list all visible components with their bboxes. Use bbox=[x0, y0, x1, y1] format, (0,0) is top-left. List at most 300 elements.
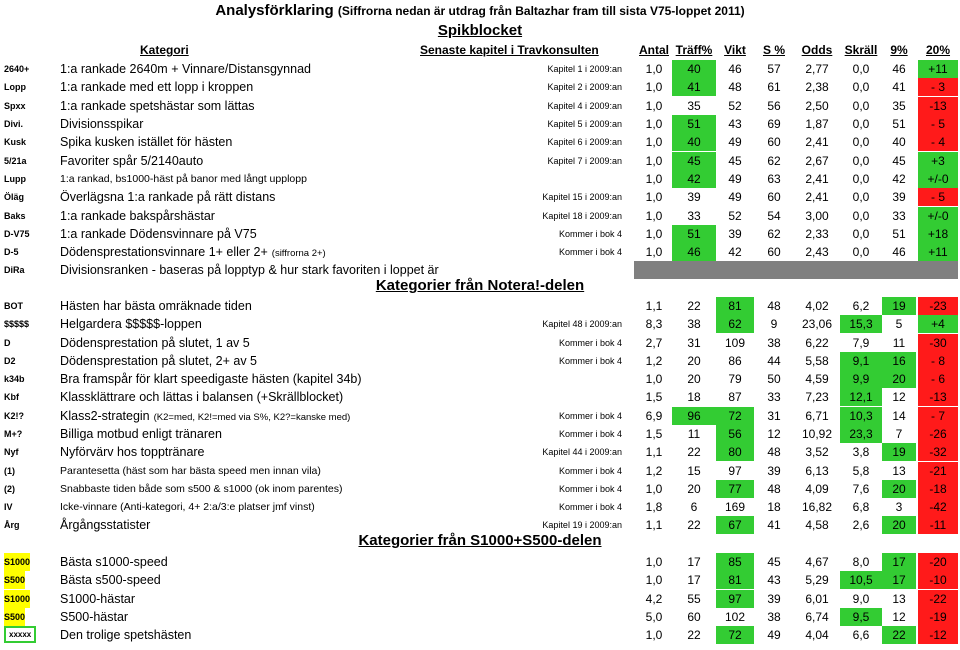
cell-vikt: 49 bbox=[728, 190, 742, 204]
category-description-text: 1:a rankade 2640m + Vinnare/Distansgynnad bbox=[60, 62, 311, 76]
category-code: k34b bbox=[4, 374, 25, 384]
category-code: Nyf bbox=[4, 447, 19, 457]
cell-traff: 45 bbox=[672, 152, 716, 170]
category-description bbox=[60, 243, 326, 263]
cell-odds: 4,67 bbox=[805, 555, 829, 569]
cell-skrall: 9,1 bbox=[840, 352, 882, 370]
category-code: K2!? bbox=[4, 411, 24, 421]
cell-skrall: 0,0 bbox=[852, 172, 870, 186]
cell-s: 69 bbox=[767, 117, 781, 131]
cell-antal: 4,2 bbox=[645, 592, 663, 606]
cell-skrall: 10,5 bbox=[840, 571, 882, 589]
cell-p9: 5 bbox=[895, 317, 903, 331]
cell-skrall: 10,3 bbox=[840, 407, 882, 425]
category-description-text: Dödensprestation på slutet, 2+ av 5 bbox=[60, 354, 258, 368]
category-code: D-5 bbox=[4, 247, 19, 257]
cell-vikt: 86 bbox=[728, 354, 742, 368]
cell-vikt: 97 bbox=[716, 590, 754, 608]
cell-s: 39 bbox=[767, 464, 781, 478]
cell-antal: 1,0 bbox=[645, 245, 663, 259]
cell-traff: 41 bbox=[672, 78, 716, 96]
category-description-text: Hästen har bästa omräknade tiden bbox=[60, 299, 252, 313]
category-code: xxxxx bbox=[4, 626, 36, 643]
cell-traff: 35 bbox=[687, 99, 701, 113]
category-description bbox=[60, 388, 343, 406]
chapter-reference: Kapitel 1 i 2009:an bbox=[547, 64, 622, 74]
cell-odds: 10,92 bbox=[801, 427, 833, 441]
category-code: 5/21a bbox=[4, 156, 27, 166]
cell-skrall: 9,0 bbox=[852, 592, 870, 606]
cell-vikt: 52 bbox=[728, 99, 742, 113]
cell-s: 38 bbox=[767, 610, 781, 624]
category-description-text: Spika kusken istället för hästen bbox=[60, 135, 233, 149]
cell-skrall: 0,0 bbox=[852, 80, 870, 94]
category-code: IV bbox=[4, 502, 13, 512]
chapter-reference: Kapitel 48 i 2009:an bbox=[542, 319, 622, 329]
title-note: (Siffrorna nedan är utdrag från Baltazhar fram till sista V75-loppet 2011) bbox=[337, 4, 745, 18]
category-description-text: Bästa s1000-speed bbox=[60, 555, 168, 569]
header-9-procent: 9% bbox=[890, 43, 908, 57]
cell-odds: 3,52 bbox=[805, 445, 829, 459]
cell-p9: 40 bbox=[892, 135, 906, 149]
category-code: $$$$$ bbox=[4, 319, 30, 329]
cell-p9: 33 bbox=[892, 209, 906, 223]
cell-s: 61 bbox=[767, 80, 781, 94]
cell-vikt: 43 bbox=[728, 117, 742, 131]
cell-vikt: 72 bbox=[716, 407, 754, 425]
cell-s: 33 bbox=[767, 390, 781, 404]
table-row bbox=[0, 261, 960, 279]
category-description-text: Dödensprestationsvinnare 1+ eller 2+ bbox=[60, 245, 268, 259]
category-code: D-V75 bbox=[4, 229, 30, 239]
cell-s: 31 bbox=[767, 409, 781, 423]
table-row bbox=[0, 608, 960, 626]
cell-traff: 22 bbox=[687, 299, 701, 313]
cell-skrall: 9,9 bbox=[840, 370, 882, 388]
cell-antal: 1,0 bbox=[645, 227, 663, 241]
cell-traff: 15 bbox=[687, 464, 701, 478]
chapter-reference: Kapitel 5 i 2009:an bbox=[547, 119, 622, 129]
cell-traff: 20 bbox=[687, 372, 701, 386]
header-odds: Odds bbox=[801, 43, 833, 57]
cell-p9: 51 bbox=[892, 227, 906, 241]
table-row bbox=[0, 443, 960, 461]
cell-vikt: 42 bbox=[728, 245, 742, 259]
cell-antal: 1,0 bbox=[645, 80, 663, 94]
cell-s: 48 bbox=[767, 482, 781, 496]
cell-p9: 22 bbox=[882, 626, 916, 644]
cell-vikt: 52 bbox=[728, 209, 742, 223]
cell-p20: -30 bbox=[918, 334, 958, 352]
cell-traff: 46 bbox=[672, 243, 716, 261]
header-s-procent: S % bbox=[762, 43, 785, 57]
cell-p9: 16 bbox=[882, 352, 916, 370]
cell-antal: 1,0 bbox=[645, 190, 663, 204]
cell-skrall: 0,0 bbox=[852, 62, 870, 76]
cell-vikt: 97 bbox=[728, 464, 742, 478]
category-code: Kbf bbox=[4, 392, 19, 402]
cell-antal: 1,8 bbox=[645, 500, 663, 514]
section-s1000: Kategorier från S1000+S500-delen bbox=[358, 532, 602, 549]
cell-p20: - 4 bbox=[918, 133, 958, 151]
table-row bbox=[0, 97, 960, 115]
page-title: Analysförklaring (Siffrorna nedan är utdrag från Baltazhar fram till sista V75-loppet 2011) bbox=[215, 2, 745, 19]
cell-p9: 12 bbox=[892, 390, 906, 404]
cell-odds: 4,04 bbox=[805, 628, 829, 642]
category-description bbox=[60, 115, 143, 133]
cell-antal: 1,0 bbox=[645, 154, 663, 168]
table-row bbox=[0, 370, 960, 388]
table-row bbox=[0, 334, 960, 352]
category-code: D bbox=[4, 338, 11, 348]
cell-vikt: 56 bbox=[716, 425, 754, 443]
category-description bbox=[60, 407, 350, 427]
cell-p20: -42 bbox=[918, 498, 958, 516]
category-description-text: Nyförvärv hos topptränare bbox=[60, 445, 205, 459]
cell-s: 60 bbox=[767, 135, 781, 149]
cell-p20: -23 bbox=[918, 297, 958, 315]
chapter-reference: Kapitel 2 i 2009:an bbox=[547, 82, 622, 92]
table-row bbox=[0, 225, 960, 243]
cell-skrall: 0,0 bbox=[852, 99, 870, 113]
cell-odds: 4,59 bbox=[805, 372, 829, 386]
cell-s: 56 bbox=[767, 99, 781, 113]
category-description-text: Klass2-strategin bbox=[60, 409, 150, 423]
cell-s: 54 bbox=[767, 209, 781, 223]
table-row bbox=[0, 315, 960, 333]
cell-p20: +3 bbox=[918, 152, 958, 170]
category-description-text: Parantesetta (häst som har bästa speed men innan vila) bbox=[60, 465, 321, 477]
category-description-text: Klassklättrare och lättas i balansen (+Skrällblocket) bbox=[60, 390, 344, 404]
table-row bbox=[0, 516, 960, 534]
cell-p9: 42 bbox=[892, 172, 906, 186]
category-description-text: Årgångsstatister bbox=[60, 518, 151, 532]
cell-p20: +11 bbox=[918, 60, 958, 78]
cell-antal: 1,0 bbox=[645, 628, 663, 642]
cell-p20: -18 bbox=[918, 480, 958, 498]
cell-antal: 5,0 bbox=[645, 610, 663, 624]
cell-odds: 16,82 bbox=[801, 500, 833, 514]
cell-traff: 51 bbox=[672, 225, 716, 243]
category-description-text: Den trolige spetshästen bbox=[60, 628, 192, 642]
chapter-reference: Kapitel 44 i 2009:an bbox=[542, 447, 622, 457]
category-description bbox=[60, 370, 362, 388]
cell-vikt: 48 bbox=[728, 80, 742, 94]
cell-p9: 20 bbox=[882, 480, 916, 498]
category-description-text: Bästa s500-speed bbox=[60, 573, 161, 587]
cell-antal: 8,3 bbox=[645, 317, 663, 331]
category-description bbox=[60, 626, 191, 644]
category-code: S500 bbox=[4, 571, 25, 589]
table-row bbox=[0, 243, 960, 261]
cell-vikt: 49 bbox=[728, 135, 742, 149]
cell-p20: -21 bbox=[918, 462, 958, 480]
cell-odds: 4,58 bbox=[805, 518, 829, 532]
category-description bbox=[60, 315, 202, 333]
cell-p20: -20 bbox=[918, 553, 958, 571]
category-description bbox=[60, 498, 315, 516]
cell-p9: 46 bbox=[892, 62, 906, 76]
cell-p20: +18 bbox=[918, 225, 958, 243]
category-description-text: Divisionsranken - baseras på lopptyp & hur stark favoriten i loppet är bbox=[60, 263, 439, 277]
chapter-reference: Kapitel 15 i 2009:an bbox=[542, 192, 622, 202]
chapter-reference: Kapitel 18 i 2009:an bbox=[542, 211, 622, 221]
grey-filler-bar bbox=[634, 261, 958, 279]
category-code: Baks bbox=[4, 211, 26, 221]
category-code: S500 bbox=[4, 608, 25, 626]
category-code: BOT bbox=[4, 301, 23, 311]
cell-skrall: 7,6 bbox=[852, 482, 870, 496]
category-code: DiRa bbox=[4, 265, 25, 275]
category-description-text: Överlägsna 1:a rankade på rätt distans bbox=[60, 190, 276, 204]
table-row bbox=[0, 152, 960, 170]
category-code: 2640+ bbox=[4, 64, 30, 74]
cell-antal: 1,0 bbox=[645, 555, 663, 569]
cell-skrall: 0,0 bbox=[852, 227, 870, 241]
category-code: M+? bbox=[4, 429, 23, 439]
cell-odds: 4,02 bbox=[805, 299, 829, 313]
cell-p9: 13 bbox=[892, 592, 906, 606]
cell-traff: 6 bbox=[690, 500, 698, 514]
category-code: Lopp bbox=[4, 82, 26, 92]
cell-antal: 1,0 bbox=[645, 573, 663, 587]
category-description bbox=[60, 60, 311, 78]
cell-s: 44 bbox=[767, 354, 781, 368]
cell-p20: -32 bbox=[918, 443, 958, 461]
chapter-reference: Kommer i bok 4 bbox=[558, 338, 622, 348]
category-description bbox=[60, 608, 128, 626]
cell-traff: 22 bbox=[687, 628, 701, 642]
category-code: S1000 bbox=[4, 553, 30, 571]
table-row bbox=[0, 425, 960, 443]
table-row bbox=[0, 352, 960, 370]
chapter-reference: Kommer i bok 4 bbox=[558, 247, 622, 257]
cell-s: 62 bbox=[767, 154, 781, 168]
subtitle: Spikblocket bbox=[437, 22, 523, 39]
category-description-text: Billiga motbud enligt tränaren bbox=[60, 427, 222, 441]
cell-odds: 6,13 bbox=[805, 464, 829, 478]
header-senaste-kapitel: Senaste kapitel i Travkonsulten bbox=[420, 43, 599, 57]
chapter-reference: Kapitel 6 i 2009:an bbox=[547, 137, 622, 147]
cell-odds: 1,87 bbox=[805, 117, 829, 131]
category-description bbox=[60, 170, 307, 188]
category-description-note: (K2=med, K2!=med via S%, K2?=kanske med) bbox=[153, 412, 351, 423]
header-vikt: Vikt bbox=[724, 43, 746, 57]
cell-vikt: 79 bbox=[728, 372, 742, 386]
category-description bbox=[60, 553, 168, 571]
cell-odds: 2,33 bbox=[805, 227, 829, 241]
table-row bbox=[0, 388, 960, 406]
cell-s: 62 bbox=[767, 227, 781, 241]
cell-antal: 1,0 bbox=[645, 172, 663, 186]
category-description-text: Helgardera $$$$$-loppen bbox=[60, 317, 202, 331]
cell-odds: 4,09 bbox=[805, 482, 829, 496]
cell-vikt: 77 bbox=[716, 480, 754, 498]
cell-traff: 20 bbox=[687, 482, 701, 496]
cell-antal: 1,5 bbox=[645, 390, 663, 404]
cell-antal: 2,7 bbox=[645, 336, 663, 350]
category-code: Lupp bbox=[4, 174, 26, 184]
cell-p9: 39 bbox=[892, 190, 906, 204]
cell-vikt: 81 bbox=[716, 571, 754, 589]
cell-skrall: 0,0 bbox=[852, 209, 870, 223]
cell-vikt: 109 bbox=[724, 336, 746, 350]
cell-skrall: 6,8 bbox=[852, 500, 870, 514]
cell-traff: 60 bbox=[687, 610, 701, 624]
category-description-text: Snabbaste tiden både som s500 & s1000 (ok inom parentes) bbox=[60, 483, 343, 495]
cell-antal: 1,1 bbox=[645, 445, 663, 459]
cell-s: 38 bbox=[767, 336, 781, 350]
cell-traff: 40 bbox=[672, 60, 716, 78]
cell-antal: 1,1 bbox=[645, 299, 663, 313]
cell-p20: -12 bbox=[918, 626, 958, 644]
cell-s: 48 bbox=[767, 445, 781, 459]
cell-vikt: 46 bbox=[728, 62, 742, 76]
table-row bbox=[0, 188, 960, 206]
table-row bbox=[0, 170, 960, 188]
chapter-reference: Kommer i bok 4 bbox=[558, 466, 622, 476]
cell-skrall: 0,0 bbox=[852, 154, 870, 168]
header-skrall: Skräll bbox=[844, 43, 878, 57]
cell-antal: 6,9 bbox=[645, 409, 663, 423]
cell-p9: 14 bbox=[892, 409, 906, 423]
table-row bbox=[0, 207, 960, 225]
cell-p20: - 5 bbox=[918, 115, 958, 133]
chapter-reference: Kapitel 7 i 2009:an bbox=[547, 156, 622, 166]
cell-odds: 2,77 bbox=[805, 62, 829, 76]
header-traff: Träff% bbox=[675, 43, 713, 57]
chapter-reference: Kommer i bok 4 bbox=[558, 429, 622, 439]
cell-odds: 23,06 bbox=[801, 317, 833, 331]
cell-skrall: 6,2 bbox=[852, 299, 870, 313]
category-code: (1) bbox=[4, 466, 15, 476]
cell-antal: 1,1 bbox=[645, 518, 663, 532]
cell-s: 9 bbox=[770, 317, 778, 331]
cell-vikt: 87 bbox=[728, 390, 742, 404]
category-description bbox=[60, 297, 252, 315]
category-description-text: 1:a rankade spetshästar som lättas bbox=[60, 99, 255, 113]
category-description bbox=[60, 133, 232, 151]
cell-traff: 51 bbox=[672, 115, 716, 133]
cell-s: 39 bbox=[767, 592, 781, 606]
category-description bbox=[60, 462, 321, 480]
cell-p9: 20 bbox=[882, 516, 916, 534]
cell-s: 48 bbox=[767, 299, 781, 313]
cell-skrall: 5,8 bbox=[852, 464, 870, 478]
cell-p20: -13 bbox=[918, 388, 958, 406]
category-code: D2 bbox=[4, 356, 16, 366]
category-description bbox=[60, 590, 135, 608]
cell-traff: 18 bbox=[687, 390, 701, 404]
table-row bbox=[0, 626, 960, 644]
table-row bbox=[0, 553, 960, 571]
cell-traff: 55 bbox=[687, 592, 701, 606]
cell-traff: 22 bbox=[687, 445, 701, 459]
cell-skrall: 15,3 bbox=[840, 315, 882, 333]
cell-skrall: 2,6 bbox=[852, 518, 870, 532]
cell-odds: 6,71 bbox=[805, 409, 829, 423]
category-description-text: S1000-hästar bbox=[60, 592, 136, 606]
category-code: S1000 bbox=[4, 590, 30, 608]
cell-p20: -26 bbox=[918, 425, 958, 443]
cell-s: 60 bbox=[767, 190, 781, 204]
cell-antal: 1,0 bbox=[645, 117, 663, 131]
cell-s: 63 bbox=[767, 172, 781, 186]
cell-odds: 7,23 bbox=[805, 390, 829, 404]
category-description bbox=[60, 225, 257, 243]
cell-traff: 17 bbox=[687, 573, 701, 587]
category-code: Öläg bbox=[4, 192, 25, 202]
category-description bbox=[60, 97, 255, 115]
cell-p9: 45 bbox=[892, 154, 906, 168]
category-description bbox=[60, 352, 257, 370]
cell-p20: - 7 bbox=[918, 407, 958, 425]
header-kategori: Kategori bbox=[140, 43, 189, 57]
cell-traff: 38 bbox=[687, 317, 701, 331]
category-description bbox=[60, 571, 161, 589]
table-row bbox=[0, 571, 960, 589]
category-description-text: S500-hästar bbox=[60, 610, 129, 624]
cell-p9: 35 bbox=[892, 99, 906, 113]
cell-p20: -13 bbox=[918, 97, 958, 115]
table-row bbox=[0, 297, 960, 315]
cell-skrall: 0,0 bbox=[852, 245, 870, 259]
cell-p9: 46 bbox=[892, 245, 906, 259]
cell-p9: 20 bbox=[882, 370, 916, 388]
category-code: Årg bbox=[4, 520, 20, 530]
category-description-text: 1:a rankad, bs1000-häst på banor med långt upplopp bbox=[60, 173, 307, 185]
cell-skrall: 23,3 bbox=[840, 425, 882, 443]
cell-odds: 2,41 bbox=[805, 135, 829, 149]
category-description bbox=[60, 261, 439, 279]
cell-vikt: 85 bbox=[716, 553, 754, 571]
table-row bbox=[0, 590, 960, 608]
cell-antal: 1,0 bbox=[645, 482, 663, 496]
cell-traff: 39 bbox=[687, 190, 701, 204]
cell-s: 41 bbox=[767, 518, 781, 532]
cell-s: 12 bbox=[767, 427, 781, 441]
cell-s: 60 bbox=[767, 245, 781, 259]
category-description bbox=[60, 334, 250, 352]
cell-odds: 2,50 bbox=[805, 99, 829, 113]
cell-traff: 22 bbox=[687, 518, 701, 532]
table-row bbox=[0, 60, 960, 78]
category-description-text: 1:a rankade med ett lopp i kroppen bbox=[60, 80, 254, 94]
cell-traff: 17 bbox=[687, 555, 701, 569]
cell-vikt: 39 bbox=[728, 227, 742, 241]
table-row bbox=[0, 498, 960, 516]
cell-vikt: 102 bbox=[724, 610, 746, 624]
cell-skrall: 6,6 bbox=[852, 628, 870, 642]
cell-skrall: 0,0 bbox=[852, 135, 870, 149]
cell-p20: +11 bbox=[918, 243, 958, 261]
cell-traff: 20 bbox=[687, 354, 701, 368]
cell-vikt: 169 bbox=[724, 500, 746, 514]
category-description bbox=[60, 425, 222, 443]
category-description-text: Icke-vinnare (Anti-kategori, 4+ 2:a/3:e platser jmf vinst) bbox=[60, 501, 315, 513]
cell-antal: 1,2 bbox=[645, 354, 663, 368]
category-code: Spxx bbox=[4, 101, 26, 111]
cell-antal: 1,0 bbox=[645, 62, 663, 76]
category-description bbox=[60, 152, 203, 170]
cell-skrall: 9,5 bbox=[840, 608, 882, 626]
cell-odds: 2,67 bbox=[805, 154, 829, 168]
cell-p9: 17 bbox=[882, 571, 916, 589]
cell-skrall: 0,0 bbox=[852, 117, 870, 131]
cell-p20: - 6 bbox=[918, 370, 958, 388]
cell-vikt: 45 bbox=[728, 154, 742, 168]
cell-p20: -19 bbox=[918, 608, 958, 626]
